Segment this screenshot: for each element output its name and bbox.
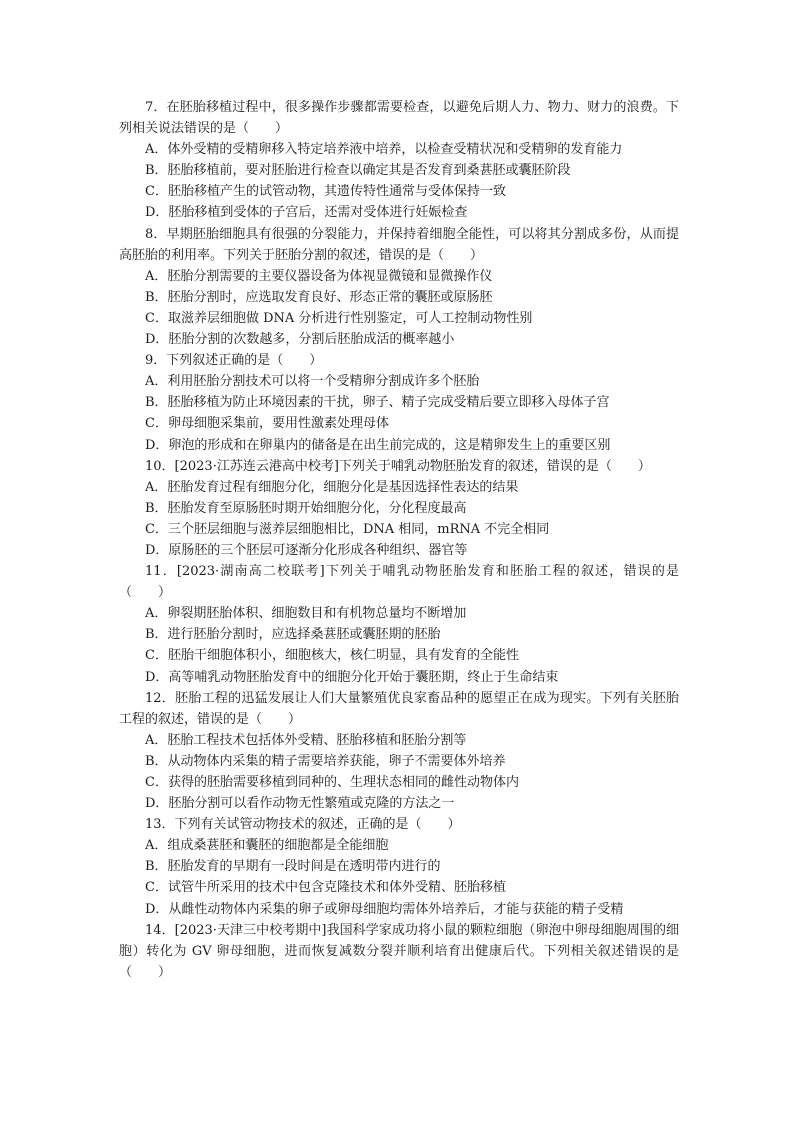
- option-a: A．卵裂期胚胎体积、细胞数目和有机物总量均不断增加: [145, 606, 467, 622]
- option-b: B．胚胎分割时，应选取发育良好、形态正常的囊胚或原肠胚: [145, 289, 493, 305]
- question-stem: 9．下列叙述正确的是（ ）: [145, 353, 323, 369]
- question-stem: 13．下列有关试管动物技术的叙述，正确的是（ ）: [145, 817, 461, 833]
- option-a: A．组成桑葚胚和囊胚的细胞都是全能细胞: [145, 838, 389, 854]
- option-d: D．胚胎移植到受体的子宫后，还需对受体进行妊娠检查: [145, 205, 468, 221]
- option-a: A．胚胎发育过程有细胞分化，细胞分化是基因选择性表达的结果: [145, 479, 519, 495]
- option-b: B．胚胎移植前，要对胚胎进行检查以确定其是否发育到桑葚胚或囊胚阶段: [145, 163, 571, 179]
- option-c: C．卵母细胞采集前，要用性激素处理母体: [145, 416, 389, 432]
- question-14: [119, 920, 679, 983]
- option-a: A．胚胎工程技术包括体外受精、胚胎移植和胚胎分割等: [145, 732, 467, 748]
- option-a: A．胚胎分割需要的主要仪器设备为体视显微镜和显微操作仪: [145, 268, 493, 284]
- question-7: [119, 97, 679, 224]
- option-c: C．试管牛所采用的技术中包含克隆技术和体外受精、胚胎移植: [145, 880, 506, 896]
- option-d: D．原肠胚的三个胚层可逐渐分化形成各种组织、器官等: [145, 542, 468, 558]
- option-b: B．胚胎发育的早期有一段时间是在透明带内进行的: [145, 859, 441, 875]
- question-stem: 7．在胚胎移植过程中，很多操作步骤都需要检查，以避免后期人力、物力、财力的浪费。下列相关说法错误的是（ ）: [119, 100, 679, 137]
- option-d: D．从雌性动物体内采集的卵子或卵母细胞均需体外培养后，才能与获能的精子受精: [145, 901, 624, 917]
- question-11: [119, 561, 679, 688]
- option-c: C．胚胎干细胞体积小，细胞核大，核仁明显，具有发育的全能性: [145, 648, 519, 664]
- question-10: [119, 456, 679, 561]
- question-12: [119, 688, 679, 815]
- option-d: D．胚胎分割可以看作动物无性繁殖或克隆的方法之一: [145, 796, 455, 812]
- question-9: [119, 350, 679, 455]
- question-sheet: [119, 97, 679, 983]
- option-b: B．胚胎移植为防止环境因素的干扰，卵子、精子完成受精后要立即移入母体子宫: [145, 395, 610, 411]
- option-c: C．胚胎移植产生的试管动物，其遗传特性通常与受体保持一致: [145, 184, 506, 200]
- option-c: C．获得的胚胎需要移植到同种的、生理状态相同的雌性动物体内: [145, 775, 519, 790]
- option-b: B．从动物体内采集的精子需要培养获能，卵子不需要体外培养: [145, 753, 506, 769]
- option-c: C．三个胚层细胞与滋养层细胞相比，DNA 相同，mRNA 不完全相同: [145, 521, 550, 537]
- option-d: D．胚胎分割的次数越多，分割后胚胎成活的概率越小: [145, 332, 455, 348]
- question-stem: 8．早期胚胎细胞具有很强的分裂能力，并保持着细胞全能性，可以将其分割成多份，从而提高胚胎的利用率。下列关于胚胎分割的叙述，错误的是（ ）: [119, 226, 679, 263]
- option-d: D．卵泡的形成和在卵巢内的储备是在出生前完成的，这是精卵发生上的重要区别: [145, 437, 611, 453]
- question-stem: 14．[2023·天津三中校考期中]我国科学家成功将小鼠的颗粒细胞（卵泡中卵母细胞周围的细胞）转化为 GV 卵母细胞，进而恢复减数分裂并顺利培育出健康后代。下列相关叙述错误的是（ ）: [119, 922, 679, 980]
- option-a: A．利用胚胎分割技术可以将一个受精卵分割成许多个胚胎: [145, 374, 480, 390]
- option-c: C．取滋养层细胞做 DNA 分析进行性别鉴定，可人工控制动物性别: [145, 310, 533, 326]
- option-d: D．高等哺乳动物胚胎发育中的细胞分化开始于囊胚期，终止于生命结束: [145, 669, 559, 685]
- question-8: [119, 224, 679, 351]
- question-13: [119, 814, 679, 919]
- option-b: B．胚胎发育至原肠胚时期开始细胞分化，分化程度最高: [145, 500, 467, 516]
- question-stem: 12．胚胎工程的迅猛发展让人们大量繁殖优良家畜品种的愿望正在成为现实。下列有关胚胎工程的叙述，错误的是（ ）: [119, 690, 679, 727]
- option-b: B．进行胚胎分割时，应选择桑葚胚或囊胚期的胚胎: [145, 627, 441, 643]
- question-stem: 11．[2023·湖南高二校联考]下列关于哺乳动物胚胎发育和胚胎工程的叙述，错误的是（ ）: [119, 564, 679, 601]
- question-stem: 10．[2023·江苏连云港高中校考]下列关于哺乳动物胚胎发育的叙述，错误的是（ ）: [145, 458, 651, 474]
- option-a: A．体外受精的受精卵移入特定培养液中培养，以检查受精状况和受精卵的发育能力: [145, 142, 623, 158]
